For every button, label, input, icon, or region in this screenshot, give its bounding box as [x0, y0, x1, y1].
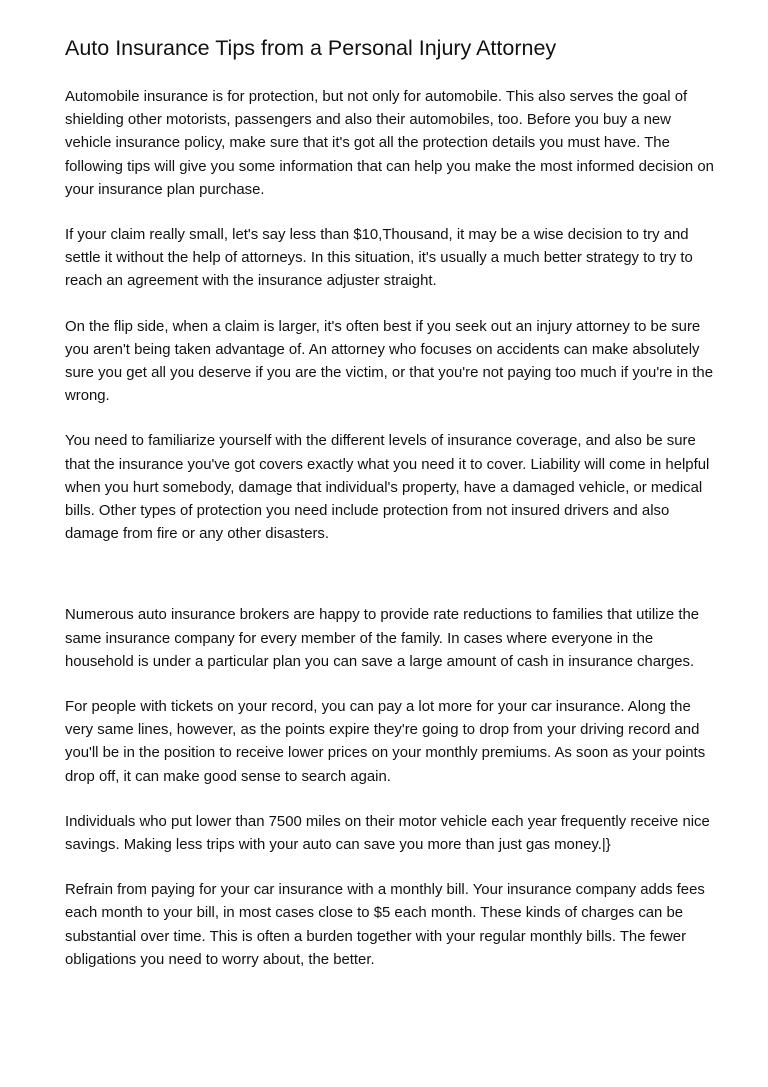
article-body — [65, 86, 714, 972]
paragraph-larger-claim: On the flip side, when a claim is larger, it's often best if you seek out an injury attorney to be sure you aren't being taken advantage of. An attorney who focuses on accidents can make absolutely sure you get all you deserve if you are the victim, or that you're not paying too much if you're in the wrong. — [65, 318, 713, 405]
paragraph-small-claim: If your claim really small, let's say less than $10,Thousand, it may be a wise decision to try and settle it without the help of attorneys. In this situation, it's usually a much better strategy to try to reach an agreement with the insurance adjuster straight. — [65, 227, 693, 290]
document-title: Auto Insurance Tips from a Personal Injury Attorney — [65, 36, 557, 60]
paragraph-coverage-levels: You need to familiarize yourself with the different levels of insurance coverage, and also be sure that the insurance you've got covers exactly what you need it to cover. Liability will come in helpful when you hurt somebody, damage that individual's property, have a damaged vehicle, or medical bills. Other types of protection you need include protection from not insured drivers and also damage from fire or any other disasters. — [65, 433, 710, 543]
paragraph-protection-intro: Automobile insurance is for protection, but not only for automobile. This also serves the goal of shielding other motorists, passengers and also their automobiles, too. Before you buy a new vehicle insurance policy, make sure that it's got all the protection details you must have. The following tips will give you some information that can help you make the most informed decision on your insurance plan purchase. — [65, 89, 714, 198]
paragraph-monthly-bill: Refrain from paying for your car insurance with a monthly bill. Your insurance company adds fees each month to your bill, in most cases close to $5 each month. These kinds of charges can be substantial over time. This is often a burden together with your regular monthly bills. The fewer obligations you need to worry about, the better. — [65, 882, 705, 968]
paragraph-tickets-record: For people with tickets on your record, you can pay a lot more for your car insurance. Along the very same lines, however, as the points expire they're going to drop from your driving record and you'll be in the position to receive lower prices on your monthly premiums. As soon as your points drop off, it can make good sense to search again. — [65, 699, 706, 785]
paragraph-low-mileage: Individuals who put lower than 7500 miles on their motor vehicle each year frequently receive nice savings. Making less trips with your auto can save you more than just gas money.|} — [65, 813, 710, 854]
paragraph-family-discount: Numerous auto insurance brokers are happy to provide rate reductions to families that utilize the same insurance company for every member of the family. In cases where everyone in the household is under a particular plan you can save a large amount of cash in insurance charges. — [65, 607, 700, 670]
